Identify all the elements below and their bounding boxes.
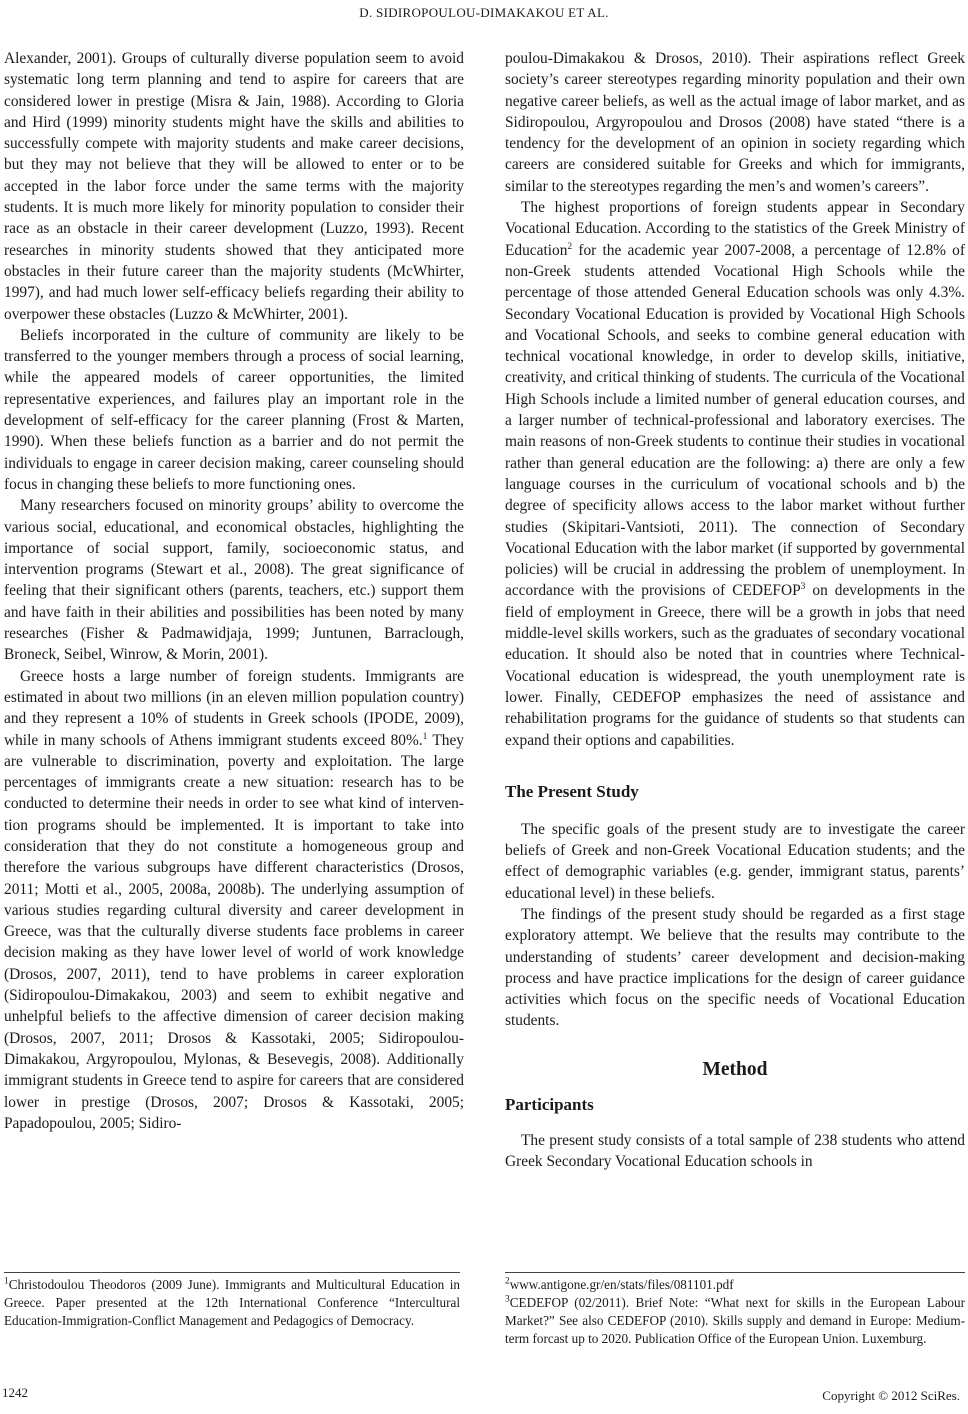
running-head: D. SIDIROPOULOU-DIMAKAKOU ET AL. xyxy=(359,5,609,20)
footnote-divider xyxy=(505,1272,965,1273)
footnote-ref: 1 xyxy=(422,731,428,742)
section-heading: The Present Study xyxy=(505,781,639,801)
right-column xyxy=(505,48,965,1172)
paragraph-text: on developments in the field of employment in Greece, there will be a growth in jobs that need middle-level skills workers, such as the graduates of secondary vocational education. It should also be noted that in countries where Technical-Vocational education is widespread, the youth unemployment rate is lower. Finally, CEDEFOP emphasizes the need of assistance and rehabilitation programs for the guidance of students so that students can expand their options and capabilities. xyxy=(505,582,965,749)
footnotes-left xyxy=(4,1276,460,1330)
page-number: 1242 xyxy=(2,1385,28,1400)
footnote-ref: 2 xyxy=(567,241,573,252)
footnote-ref: 3 xyxy=(800,582,806,593)
section-heading: Method xyxy=(702,1058,768,1080)
paragraph-text: for the academic year 2007-2008, a percentage of 12.8% of non-Greek students attended Vocational High Schools while the percentage of those attended General Education schools was only 4.3%. Secondary Vocational Education is provided by Vocational High Schools and Vocational Schools, and seeks to combine general education with technical vocational knowledge, in order to develop skills, initiative, creativity, and critical thinking of students. The curricula of the Vocational High Schools include a limited number of general education courses, and a larger number of technical-professional and laboratory exercises. The main reasons of non-Greek students to continue their studies in vocational rather than general education are the following: a) there are only a few language courses in the curriculum of vocational schools and b) the degree of specificity allows access to the labor market without further studies (Skipitari-Vantsioti, 2011). The connection of Secondary Vocational Education with the labor market (if supported by governmental policies) will be crucial in addressing the problem of unemployment. In accordance with the provisions of CEDEFOP xyxy=(505,241,965,600)
paragraph: Many researchers focused on minority groups’ ability to overcome the various social, educational, and economical obstacles, highlighting the importance of social support, family, socioeconomic status, and intervention programs (Stewart et al., 2008). The great significance of feeling that their significant others (parents, teachers, etc.) support them and have faith in their abilities and possibilities has been noted by many researches (Fisher & Padmawidjaja, 1999; Juntunen, Barraclough, Broneck, Seibel, Winrow, & Morin, 2001). xyxy=(4,497,464,664)
footnote-text: Christodoulou Theodoros (2009 June). Immigrants and Multicultural Education in Greece. Paper presented at the 12th International Conference “Intercultural Education-Immigration-Conflict Management and Pedagogics of Democracy. xyxy=(4,1277,460,1328)
paragraph-text: Greece hosts a large number of foreign students. Immigrants are estimated in about two millions (in an eleven million population country) and they represent a 10% of students in Greek schools (IPODE, 2009), while in many schools of Athens immigrant students exceed 80%. xyxy=(4,667,464,749)
subsection-heading: Participants xyxy=(505,1094,594,1114)
paragraph xyxy=(505,197,965,751)
paragraph-text: They are vulnerable to discrimination, poverty and exploitation. The large percentages of immigrants create a new situation: research has to be conducted to determine their needs in order to see what kind of intervention programs should be implemented. It is important to take into consideration that they do not constitute a homogeneous group and therefore the various subgroups have different characteristics (Drosos, 2011; Motti et al., 2005, 2008a, 2008b). The underlying assumption of various studies regarding cultural diversity and career development in Greece, was that the culturally diverse students face problems in career decision making as they have lower level of world of work knowledge (Drosos, 2007, 2011), tend to have problems in career exploration (Sidiropoulou-Dimakakou, 2003) and seem to exhibit negative and unhelpful beliefs to the affective dimension of career decision making (Drosos, 2007, 2011; Drosos & Kassotaki, 2005; Sidiropoulou-Dimakakou, Argyropoulou, Mylonas, & Besevegis, 2008). Additionally immigrant students in Greece tend to aspire for careers that are considered lower in prestige (Drosos, 2007; Drosos & Kassotaki, 2005; Papadopoulou, 2005; Sidiro- xyxy=(4,731,464,1132)
footnote-number: 3 xyxy=(505,1294,510,1305)
footnote-text: CEDEFOP (02/2011). Brief Note: “What next for skills in the European Labour Market?” See also CEDEFOP (2010). Skills supply and demand in Europe: Medium-term forcast up to 2020. Publication Office of the European Union. Luxemburg. xyxy=(505,1295,965,1346)
paragraph-text: The highest proportions of foreign students appear in Secondary Vocational Education. According to the statistics of the Greek Ministry of Education xyxy=(505,199,965,259)
paragraph: The present study consists of a total sample of 238 students who attend Greek Secondary Vocational Education schools in xyxy=(505,1131,965,1171)
footnotes-right xyxy=(505,1276,965,1348)
footnote-text: www.antigone.gr/en/stats/files/081101.pdf xyxy=(509,1277,734,1292)
left-column xyxy=(4,48,464,1134)
paragraph: The findings of the present study should be regarded as a first stage exploratory attempt. We believe that the results may contribute to the understanding of students’ career development and decision-making process and have practice implications for the design of career guidance activities which focus on the specific needs of Vocational Education students. xyxy=(505,905,965,1030)
copyright-notice: Copyright © 2012 SciRes. xyxy=(822,1388,960,1403)
footnote xyxy=(505,1276,965,1294)
footnote xyxy=(505,1294,965,1348)
footnote xyxy=(4,1276,460,1330)
paragraph: Alexander, 2001). Groups of culturally diverse population seem to avoid systematic long term planning and tend to aspire for careers that are considered lower in prestige (Misra & Jain, 1988). According to Gloria and Hird (1999) minority students might have the skills and abilities to successfully compete with majority students and make career decisions, but they may not believe that they will be allowed to enter or to be accepted in the labor force under the same terms with the majority students. It is much more likely for minority population to consider their race as an obstacle in their career development (Luzzo, 1993). Recent researches in minority students showed that they anticipated more obstacles in their future career than the majority students (McWhirter, 1997), and had much lower self-efficacy beliefs regarding their ability to overpower these obstacles (Luzzo & McWhirter, 2001). xyxy=(4,50,464,323)
paragraph: The specific goals of the present study are to investigate the career beliefs of Greek and non-Greek Vocational Education students; and the effect of demographic variables (e.g. gender, immigrant status, parents’ educational level) in these beliefs. xyxy=(505,820,965,902)
paragraph: poulou-Dimakakou & Drosos, 2010). Their aspirations reflect Greek society’s career stereotypes regarding minority population and their own negative career beliefs, as well as the actual image of labor market, and as Sidiropoulou, Argyropoulou and Drosos (2008) have stated “there is a tendency for the development of an opinion in society regarding which careers are considered suitable for Greeks and which for immigrants, similar to the stereotypes regarding the men’s and women’s careers”. xyxy=(505,50,965,195)
footnote-number: 2 xyxy=(505,1276,510,1287)
footnote-number: 1 xyxy=(4,1276,9,1287)
paragraph: Beliefs incorporated in the culture of community are likely to be transferred to the younger members through a process of social learning, while the appeared models of career opportunities, the limited representative experiences, and failures play an important role in the development of self-efficacy for the career planning (Frost & Marten, 1990). When these beliefs function as a barrier and do not permit the individuals to engage in career decision making, career counseling should focus in changing these beliefs to more functioning ones. xyxy=(4,326,464,493)
footnote-divider xyxy=(4,1272,460,1273)
paragraph xyxy=(4,666,464,1135)
